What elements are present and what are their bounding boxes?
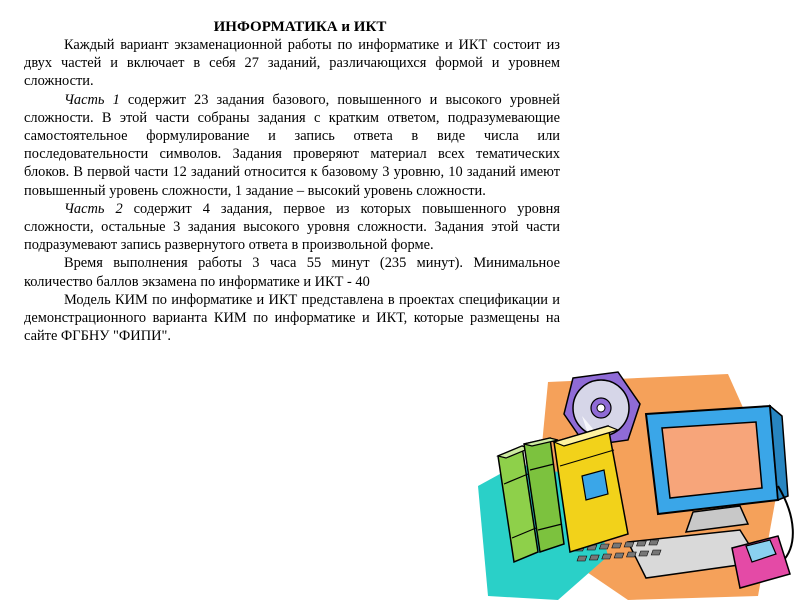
paragraph-kim-model: Модель КИМ по информатике и ИКТ представлена в проектах спецификации и демонстрационного варианта КИМ по информатике и ИКТ, которые размещены на сайте ФГБНУ "ФИПИ". [24,291,560,345]
paragraph-duration: Время выполнения работы 3 часа 55 минут (235 минут). Минимальное количество баллов экзамена по информатике и ИКТ - 40 [24,255,560,290]
document-body [24,18,560,345]
part-2-label: Часть 2 [64,200,123,217]
part-1-label: Часть 1 [64,91,120,108]
paragraph-part-1: Часть 1 содержит 23 задания базового, повышенного и высокого уровней сложности. В этой части собраны задания с кратким ответом, подразумевающие самостоятельное формулирование и запись ответа в виде числа или последовательности символов. Задания проверяют материал всех тематических блоков. В первой части 12 заданий относится к базовому 3 уровню, 10 заданий имеют повышенный уровень сложности, 1 задание – высокий уровень сложности. [24,91,560,199]
paragraph-part-2: Часть 2 содержит 4 задания, первое из которых повышенного уровня сложности, остальные 3 задания высокого уровня сложности. Задания этой части подразумевают запись развернутого ответа в произвольной форме. [24,200,560,254]
computer-clipart [478,366,800,600]
monitor-screen [662,422,762,498]
paragraph-intro: Каждый вариант экзаменационной работы по информатике и ИКТ состоит из двух частей и включает в себя 27 заданий, различающихся формой и уровнем сложности. [24,37,560,90]
document-title: ИНФОРМАТИКА и ИКТ [213,19,387,35]
